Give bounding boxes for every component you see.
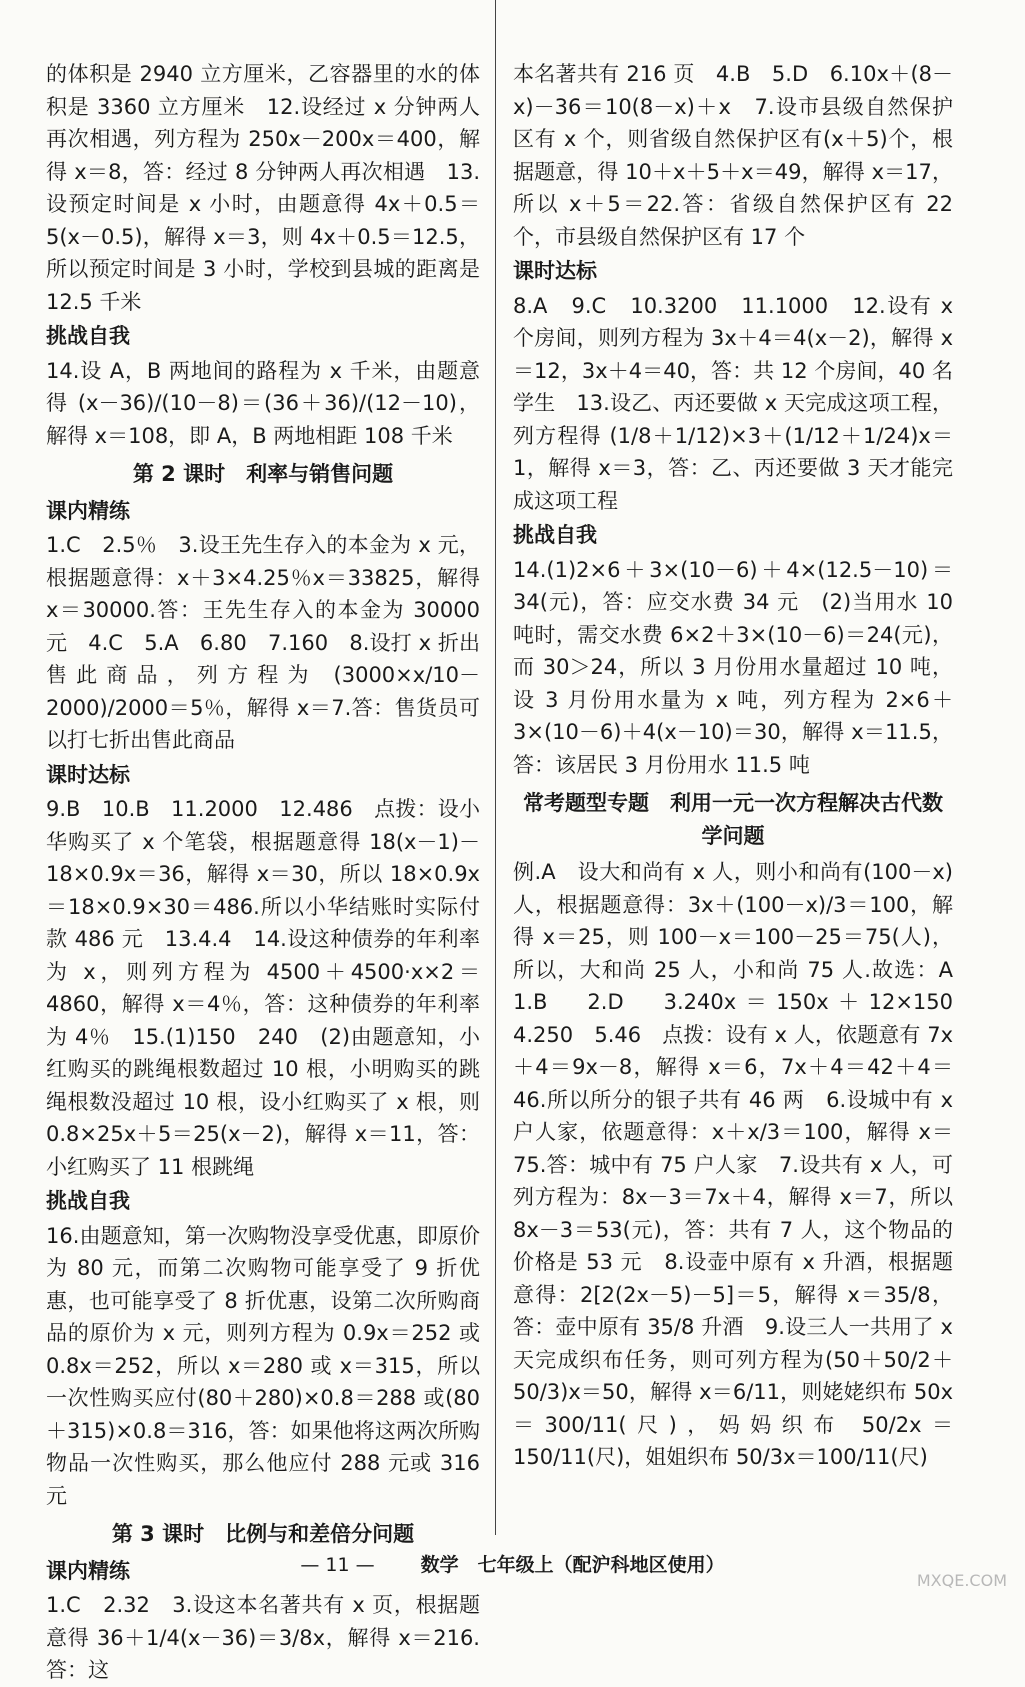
answer-paragraph: 1.C 2.5％ 3.设王先生存入的本金为 x 元，根据题意得：x＋3×4.25％x＝33825，解得 x＝30000.答：王先生存入的本金为 30000 元 4.C 5.A 6.80 7.160 8.设打 x 折出售此商品，列方程为 (3000×x/10－2000)/2000＝5％，解得 x＝7.答：售货员可以打七折出售此商品 [46,533,480,752]
subheading: 课时达标 [46,762,130,787]
page-number: — 11 — [300,1554,375,1576]
watermark: MXQE.COM [916,1571,1007,1590]
answer-paragraph: 的体积是 2940 立方厘米，乙容器里的水的体积是 3360 立方厘米 12.设经过 x 分钟两人再次相遇，列方程为 250x－200x＝400，解得 x＝8，答：经过 8 分钟两人再次相遇 13.设预定时间是 x 小时，由题意得 4x＋0.5＝5(x－0.5)，解得 x＝3，则 4x＋0.5＝12.5，所以预定时间是 3 小时，学校到县城的距离是 12.5 千米 [46,62,480,314]
subheading: 课内精练 [46,498,130,523]
page-footer [0,1550,1025,1577]
subheading: 挑战自我 [46,1189,130,1213]
subheading: 课内精练 [46,1558,130,1583]
section-title: 第 3 课时 比例与和差倍分问题 [111,1522,415,1546]
answer-paragraph: 16.由题意知，第一次购物没享受优惠，即原价为 80 元，而第二次购物可能享受了 9 折优惠，也可能享受了 8 折优惠，设第二次所购商品的原价为 x 元，则列方程为 0.9x＝252 或 0.8x＝252，所以 x＝280 或 x＝315，所以一次性购买应付(80＋280)×0.8＝288 或(80＋315)×0.8＝316，答：如果他将这两次所购物品一次性购买，那么他应付 288 元或 316 元 [46,1223,480,1508]
answer-paragraph: 本名著共有 216 页 4.B 5.D 6.10x＋(8－x)－36＝10(8－x)＋x 7.设市县级自然保护区有 x 个，则省级自然保护区有(x＋5)个，根据题意，得 10＋x＋5＋x＝49，解得 x＝17，所以 x＋5＝22.答：省级自然保护区有 22 个，市县级自然保护区有 17 个 [513,62,953,249]
right-column [513,58,974,1474]
book-title: 数学 七年级上（配沪科地区使用） [420,1554,725,1576]
answer-paragraph: 14.(1)2×6＋3×(10－6)＋4×(12.5－10)＝34(元)，答：应交水费 34 元 (2)当用水 10 吨时，需交水费 6×2＋3×(10－6)＝24(元)，而 30＞24，所以 3 月份用水量超过 10 吨，设 3 月份用水量为 x 吨，列方程为 2×6＋3×(10－6)＋4(x－10)＝30，解得 x＝11.5，答：该居民 3 月份用水 11.5 吨 [513,557,953,777]
subheading: 课时达标 [513,259,597,283]
section-title: 常考题型专题 利用一元一次方程解决古代数学问题 [523,791,943,848]
answer-paragraph: 例.A 设大和尚有 x 人，则小和尚有(100－x)人，根据题意得：3x＋(100－x)/3＝100，解得 x＝25，则 100－x＝100－25＝75(人)，所以，大和尚 25 人，小和尚 75 人.故选：A 1.B 2.D 3.240x＝150x＋12×150 4.250 5.46 点拨：设有 x 人，依题意有 7x＋4＝9x－8，解得 x＝6，7x＋4＝42＋4＝46.所以所分的银子共有 46 两 6.设城中有 x 户人家，依题意得：x＋x/3＝100，解得 x＝75.答：城中有 75 户人家 7.设共有 x 人，可列方程为：8x－3＝7x＋4，解得 x＝7，所以 8x－3＝53(元)，答：共有 7 人，这个物品的价格是 53 元 8.设壶中原有 x 升酒，根据题意得：2[2(2x－5)－5]＝5，解得 x＝35/8，答：壶中原有 35/8 升酒 9.设三人一共用了 x 天完成织布任务，则可列方程为(50＋50/2＋50/3)x＝50，解得 x＝6/11，则姥姥织布 50x＝300/11(尺)，妈妈织布 50/2x＝150/11(尺)，姐姐织布 50/3x＝100/11(尺) [513,860,974,1469]
subheading: 挑战自我 [513,523,597,547]
answer-paragraph: 9.B 10.B 11.2000 12.486 点拨：设小华购买了 x 个笔袋，根据题意得 18(x－1)－18×0.9x＝36，解得 x＝30，所以 18×0.9x＝18×0.9×30＝486.所以小华结账时实际付款 486 元 13.4.4 14.设这种债券的年利率为 x，则列方程为 4500＋4500·x×2＝4860，解得 x＝4％，答：这种债券的年利率为 4％ 15.(1)150 240 (2)由题意知，小红购买的跳绳根数超过 10 根，小明购买的跳绳根数没超过 10 根，设小红购买了 x 根，则 0.8×25x＋5＝25(x－2)，解得 x＝11，答：小红购买了 11 根跳绳 [46,797,480,1179]
column-divider [495,0,496,1535]
answer-paragraph: 14.设 A，B 两地间的路程为 x 千米，由题意得 (x－36)/(10－8)＝(36＋36)/(12－10)，解得 x＝108，即 A，B 两地相距 108 千米 [46,358,480,448]
answer-paragraph: 1.C 2.32 3.设这本名著共有 x 页，根据题意得 36＋1/4(x－36)＝3/8x，解得 x＝216.答：这 [46,1593,480,1682]
section-title: 第 2 课时 利率与销售问题 [132,462,394,486]
subheading: 挑战自我 [46,324,130,348]
answer-paragraph: 8.A 9.C 10.3200 11.1000 12.设有 x 个房间，则列方程为 3x＋4＝4(x－2)，解得 x＝12，3x＋4＝40，答：共 12 个房间，40 名学生 13.设乙、丙还要做 x 天完成这项工程，列方程得 (1/8＋1/12)×3＋(1/12＋1/24)x＝1，解得 x＝3，答：乙、丙还要做 3 天才能完成这项工程 [513,293,953,513]
left-column [46,58,480,1687]
